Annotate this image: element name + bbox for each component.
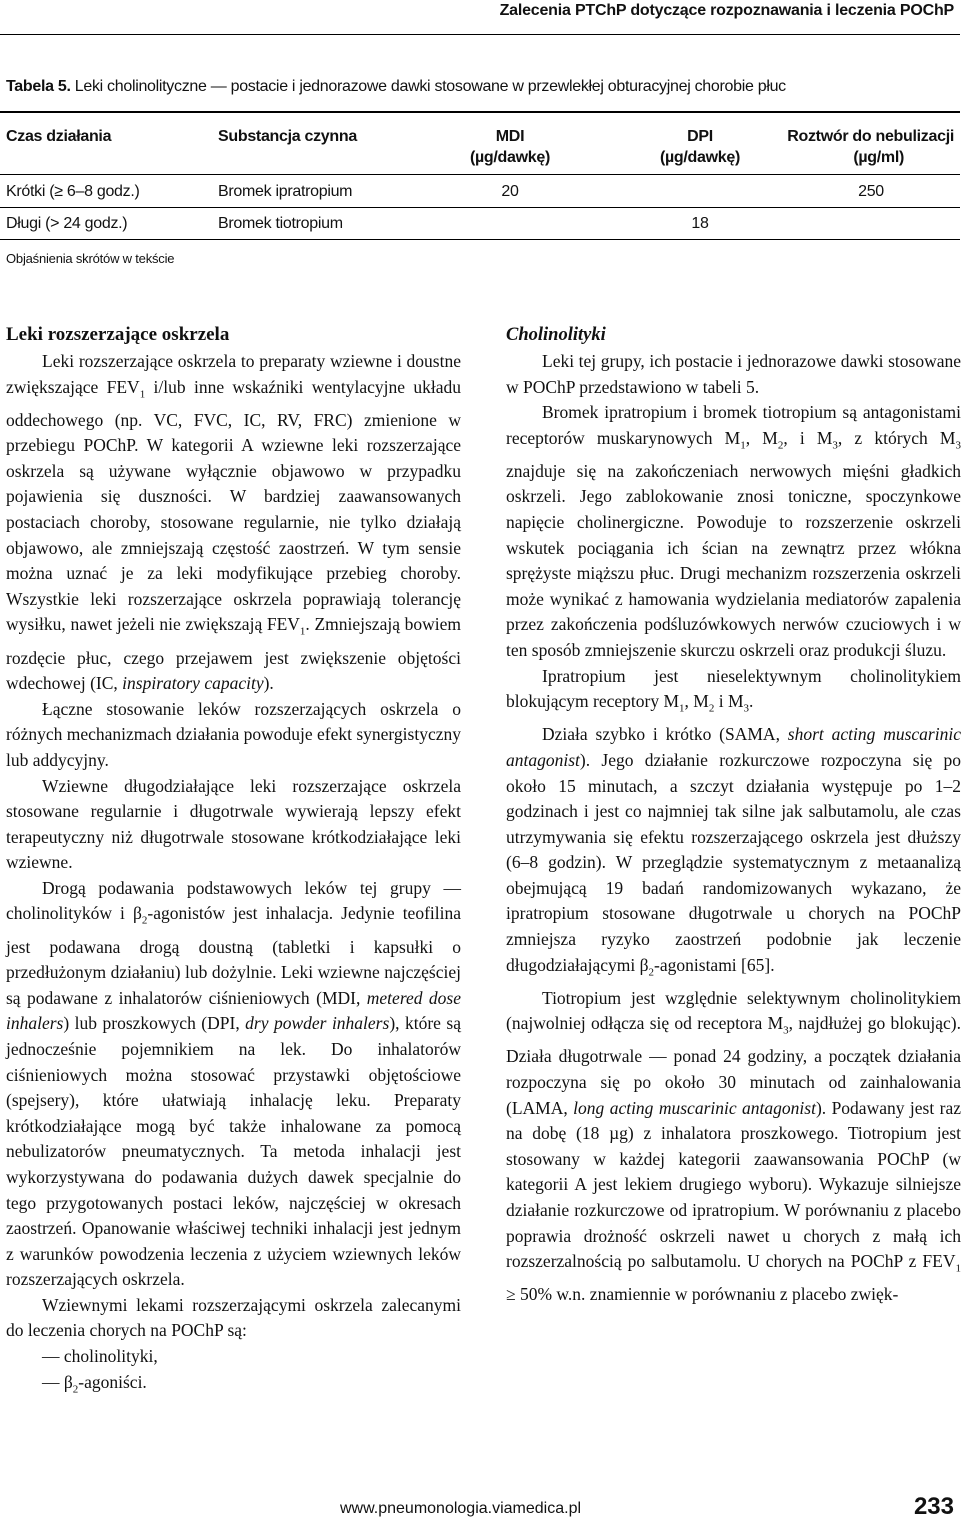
page-number: 233 <box>913 1493 954 1520</box>
paragraph: Ipratropium jest nieselektywnym cholinolitykiem blokującym receptory $M_1$, $M_2$ i $M_3$. <box>506 665 961 715</box>
paragraph: Leki rozszerzające oskrzela to preparaty wziewne i doustne zwiększające $FEV_1$ i/lub inne wskaźniki wentylacyjne układu oddechowego (np. VC, FVC, IC, RV, FRC) zmienione w przebiegu POChP. W kategorii A wziewne leki rozszerzające oskrzela są używane wyłącznie objawowo w przypadku pojawienia się duszności. W bardziej zaawansowanych postaciach choroby, stosowane regularnie, nie tylko działają objawowo, ale zmniejszają częstość zaostrzeń. W tym sensie można uznać je za leki modyfikujące przebieg choroby. Wszystkie leki rozszerzające oskrzela poprawiają tolerancję wysiłku, nawet jeżeli nie zwiększają $FEV_1$. Zmniejszają bowiem rozdęcie płuc, czego przejawem jest zwiększenie objętości wdechowej (IC, inspiratory capacity). <box>6 351 461 694</box>
row2-czas: Długi (> 24 godz.) <box>6 215 128 232</box>
table-caption-text: Leki cholinolityczne — postacie i jednorazowe dawki stosowane w przewlekłej obturacyjnej chorobie płuc <box>74 78 786 95</box>
table-row-rule <box>0 207 960 208</box>
left-column <box>6 321 461 1403</box>
header-czas: Czas działania <box>6 128 112 145</box>
row1-substancja: Bromek ipratropium <box>218 183 353 200</box>
running-header: Zalecenia PTChP dotyczące rozpoznawania i leczenia POChP <box>499 2 954 19</box>
row1-neb: 250 <box>858 183 884 200</box>
table-bottom-rule <box>0 239 960 240</box>
footer-url[interactable]: www.pneumonologia.viamedica.pl <box>340 1500 582 1517</box>
row2-dpi: 18 <box>691 215 709 232</box>
table-header-rule <box>0 174 960 175</box>
header-neb: Roztwór do nebulizacji (µg/ml) <box>787 128 954 166</box>
paragraph: Łączne stosowanie leków rozszerzających oskrzela o różnych mechanizmach działania powoduje efekt synergistyczny lub addycyjny. <box>6 698 461 770</box>
section-heading: Leki rozszerzające oskrzela <box>6 324 230 345</box>
paragraph: Wziewnymi lekami rozszerzającymi oskrzela zalecanymi do leczenia chorych na POChP są: <box>6 1294 461 1341</box>
paragraph: Wziewne długodziałające leki rozszerzające oskrzela stosowane regularnie i długotrwale wywierają lepszy efekt terapeutyczny niż długotrwale stosowane krótkodziałające leki wziewne. <box>6 775 461 873</box>
paragraph: Drogą podawania podstawowych leków tej grupy — cholinolityków i $\beta_2$-agonistów jest inhalacja. Jedynie teofilina jest podawana drogą doustną (tabletki i kapsułki o przedłużonym działaniu) lub dożylnie. Leki wziewne najczęściej są podawane z inhalatorów ciśnieniowych (MDI, metered dose inhalers) lub proszkowych (DPI, dry powder inhalers), które są jednocześnie pojemnikiem na lek. Do inhalatorów ciśnieniowych można stosować przystawki objętościowe (spejsery), które ułatwiają inhalację leku. Preparaty krótkodziałające mogą być także inhalowane za pomocą nebulizatorów pneumatycznych. Ta metoda inhalacji jest wykorzystywana do podawania dużych dawek specjalnie do tego przygotowanych postaci leków, najczęściej w okresach zaostrzeń. Opanowanie właściwej techniki inhalacji jest jednym z warunków powodzenia leczenia z użyciem wziewnych leków rozszerzających oskrzela. <box>6 877 462 1290</box>
paragraph: Leki tej grupy, ich postacie i jednorazowe dawki stosowane w POChP przedstawiono w tabeli 5. <box>506 351 961 397</box>
section-heading: Cholinolityki <box>506 325 606 345</box>
row1-czas: Krótki (≥ 6–8 godz.) <box>6 183 140 200</box>
header-dpi: DPI (µg/dawkę) <box>659 128 740 166</box>
header-substancja: Substancja czynna <box>218 128 357 145</box>
table-top-rule <box>0 111 960 113</box>
row1-mdi: 20 <box>501 183 519 200</box>
row2-substancja: Bromek tiotropium <box>218 215 343 232</box>
header-rule <box>0 34 960 35</box>
table-label: Tabela 5. <box>6 78 71 95</box>
paragraph: Tiotropium jest względnie selektywnym cholinolitykiem (najwolniej odłącza się od receptora $M_3$, najdłużej go blokując). Działa długotrwale — ponad 24 godziny, a początek działania rozpoczyna się po około 30 minutach od zainhalowania (LAMA, long acting muscarinic antagonist). Podawany jest raz na dobę (18 µg) z inhalatora proszkowego. Tiotropium jest stosowany w każdej kategorii zaawansowania POChP (w kategorii A jest lekiem drugiego wyboru). Wykazuje silniejsze działanie rozkurczowe od ipratropium. W porównaniu z placebo poprawia drożność oskrzeli nawet u chorych z małą ich rozszerzalnością po salbutamolu. U chorych na POChP z $FEV_1 \ge 50\%$ w.n. znamiennie w porównaniu z placebo zwięk- <box>506 987 961 1305</box>
header-mdi: MDI (µg/dawkę) <box>469 128 550 166</box>
list-item: — $\beta_2$-agoniści. <box>42 1371 147 1396</box>
paragraph: Działa szybko i krótko (SAMA, short acting muscarinic antagonist). Jego działanie rozkurczowe rozpoczyna się po około 15 minutach, a szczyt działania występuje po 1–2 godzinach i jest co najmniej tak silne jak salbutamolu, ale czas utrzymywania się efektu rozszerzającego oskrzela jest dłuższy (6–8 godzin). W przeglądzie systematycznym z metaanalizą obejmującą 19 badań randomizowanych wykazano, że ipratropium stosowane długotrwale u chorych na POChP zmniejsza ryzyko zaostrzeń podobnie jak leczenie długodziałającymi $\beta_2$-agonistami [65]. <box>506 724 961 979</box>
table-caption <box>6 78 956 96</box>
list-item: — cholinolityki, <box>42 1346 158 1367</box>
abbreviation-note: Objaśnienia skrótów w tekście <box>6 251 175 266</box>
right-column <box>506 321 961 1308</box>
paragraph: Bromek ipratropium i bromek tiotropium są antagonistami receptorów muskarynowych $M_1$, $M_2$, i $M_3$, z których $M_3$ znajduje się na zakończeniach nerwowych mięśni gładkich oskrzeli. Jego zablokowanie znosi toniczne, spoczynkowe napięcie cholinergiczne. Powoduje to rozszerzenie oskrzeli wskutek pociągania ich ścian na zewnątrz przez włókna sprężyste miąższu płuc. Drugi mechanizm rozszerzenia oskrzeli może wynikać z hamowania wydzielania mediatorów zapalenia przez zakończenia podśluzówkowych nerwów czuciowych i w ten sposób zmniejszenie skurczu oskrzeli oraz produkcji śluzu. <box>506 402 961 661</box>
